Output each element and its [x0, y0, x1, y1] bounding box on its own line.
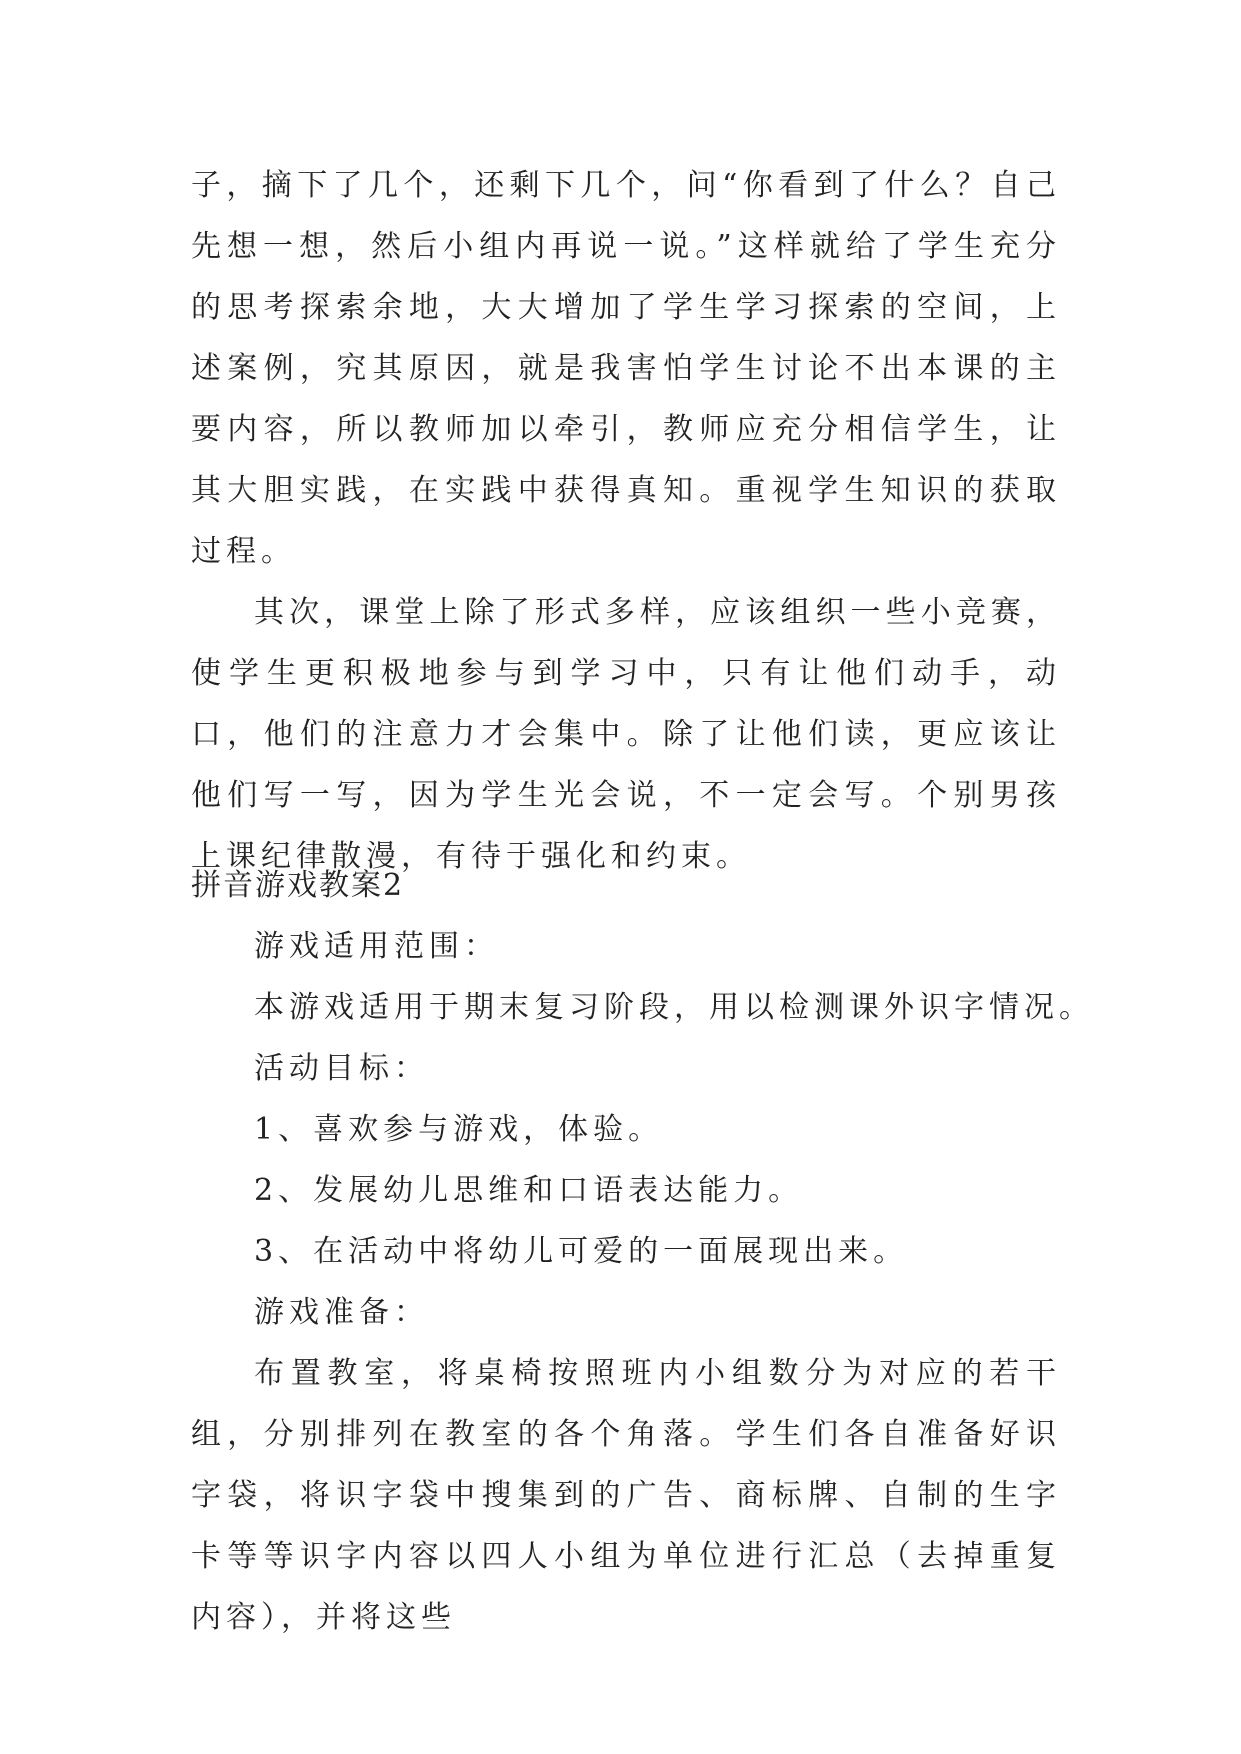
- goals-heading: 活动目标：: [254, 1051, 429, 1086]
- lower-text-block: [191, 855, 1094, 1648]
- goal-item: 1、喜欢参与游戏，体验。: [254, 1112, 664, 1147]
- scope-heading: 游戏适用范围：: [254, 929, 499, 964]
- goal-item: 3、在活动中将幼儿可爱的一面展现出来。: [254, 1234, 909, 1269]
- goal-item: 2、发展幼儿思维和口语表达能力。: [254, 1173, 804, 1208]
- prep-paragraph: 布置教室，将桌椅按照班内小组数分为对应的若干组，分别排列在教室的各个角落。学生们各自准备好识字袋，将识字袋中搜集到的广告、商标牌、自制的生字卡等等识字内容以四人小组为单位进行汇总（去掉重复内容），并将这些: [191, 1356, 1061, 1635]
- second-paragraph: 其次，课堂上除了形式多样，应该组织一些小竞赛，使学生更积极地参与到学习中，只有让他们动手，动口，他们的注意力才会集中。除了让他们读，更应该让他们写一写，因为学生光会说，不一定会写。个别男孩上课纪律散漫，有待于强化和约束。: [191, 595, 1061, 874]
- continuation-paragraph: 子，摘下了几个，还剩下几个，问“你看到了什么？自己先想一想，然后小组内再说一说。”这样就给了学生充分的思考探索余地，大大增加了学生学习探索的空间，上述案例，究其原因，就是我害怕学生讨论不出本课的主要内容，所以教师加以牵引，教师应充分相信学生，让其大胆实践，在实践中获得真知。重视学生知识的获取过程。: [191, 168, 1061, 569]
- scope-text: 本游戏适用于期末复习阶段，用以检测课外识字情况。: [254, 990, 1094, 1025]
- prep-heading: 游戏准备：: [254, 1295, 429, 1330]
- upper-text-block: [191, 155, 1061, 887]
- section-title: 拼音游戏教案2: [191, 868, 405, 903]
